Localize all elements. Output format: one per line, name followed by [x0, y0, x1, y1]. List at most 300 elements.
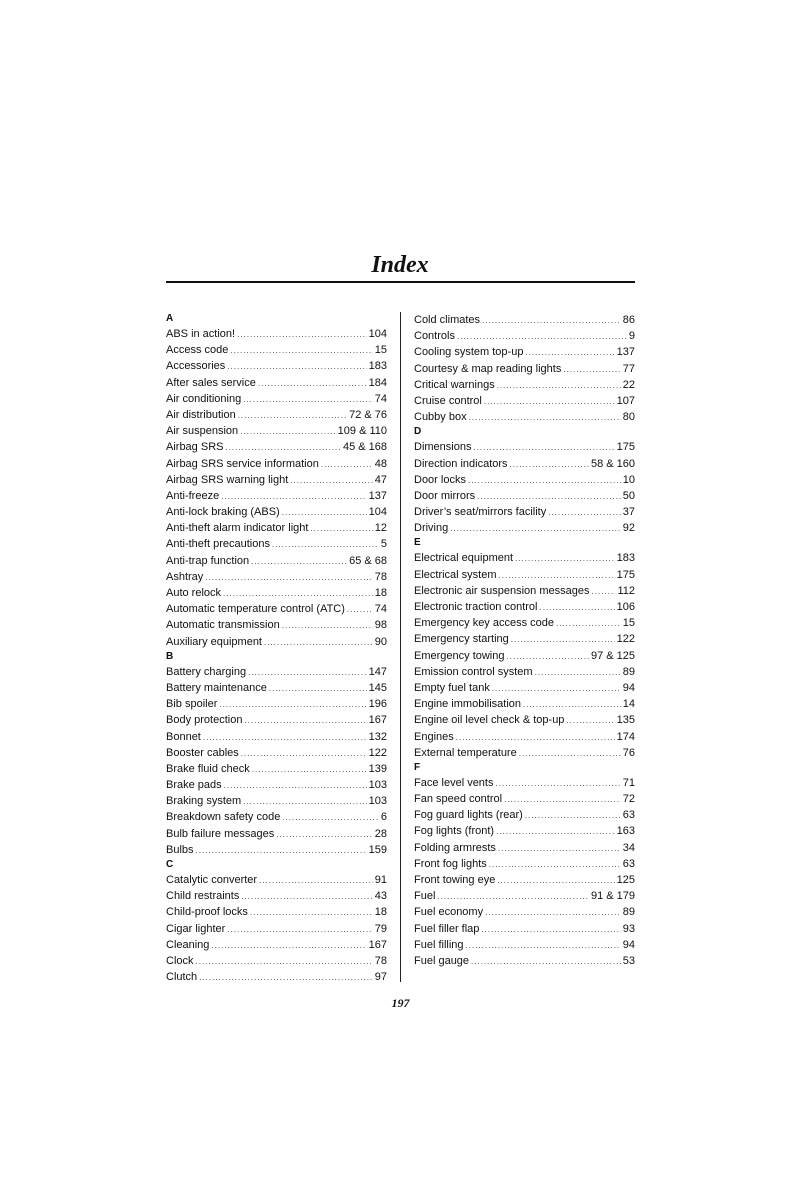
index-entry — [414, 664, 635, 680]
entry-page: 78 — [374, 570, 387, 583]
entry-label: Cold climates — [414, 314, 481, 326]
dot-leader — [196, 954, 373, 970]
dot-leader — [469, 410, 621, 426]
entry-label: Electrical system — [414, 568, 497, 581]
dot-leader — [485, 905, 621, 921]
dot-leader — [272, 537, 379, 553]
dot-leader — [473, 440, 614, 456]
entry-page: 167 — [368, 714, 387, 727]
index-entry — [414, 648, 635, 664]
entry-page: 94 — [622, 681, 635, 694]
entry-page: 72 — [622, 793, 635, 806]
index-entry — [166, 585, 387, 601]
entry-label: Automatic transmission — [166, 619, 280, 632]
index-entry — [166, 634, 387, 650]
dot-leader — [205, 570, 372, 586]
dot-leader — [468, 473, 621, 489]
entry-page: 50 — [622, 489, 635, 502]
index-entry — [414, 823, 635, 839]
entry-page: 104 — [368, 328, 387, 340]
dot-leader — [240, 424, 336, 440]
dot-leader — [241, 746, 367, 762]
entry-page: 175 — [616, 568, 635, 581]
entry-page: 63 — [622, 857, 635, 870]
entry-page: 72 & 76 — [349, 408, 387, 421]
entry-page: 97 & 125 — [590, 649, 635, 662]
entry-label: Driving — [414, 522, 449, 535]
index-entry — [414, 439, 635, 455]
entry-page: 86 — [622, 314, 635, 326]
dot-leader — [269, 681, 367, 697]
entry-label: Dimensions — [414, 441, 472, 454]
index-entry — [166, 793, 387, 809]
index-entry — [166, 696, 387, 712]
dot-leader — [243, 794, 366, 810]
entry-page: 6 — [380, 811, 387, 824]
entry-label: Fuel filler flap — [414, 922, 480, 935]
entry-page: 103 — [368, 795, 387, 808]
entry-label: Child-proof locks — [166, 906, 248, 919]
dot-leader — [510, 457, 589, 473]
entry-page: 43 — [374, 890, 387, 903]
index-entry — [166, 553, 387, 569]
dot-leader — [507, 649, 589, 665]
index-entry — [414, 856, 635, 872]
entry-label: Emergency starting — [414, 633, 509, 646]
dot-leader — [203, 730, 367, 746]
entry-label: Emergency towing — [414, 649, 505, 662]
entry-label: Engines — [414, 730, 454, 743]
entry-page: 89 — [622, 906, 635, 919]
dot-leader — [347, 602, 373, 618]
section-letter: F — [414, 761, 421, 773]
entry-label: Fog guard lights (rear) — [414, 809, 523, 822]
dot-leader — [497, 873, 614, 889]
entry-page: 174 — [616, 730, 635, 743]
entry-label: Clock — [166, 954, 194, 967]
entry-label: Critical warnings — [414, 378, 495, 391]
dot-leader — [591, 584, 615, 600]
entry-label: Braking system — [166, 795, 242, 808]
index-entry — [414, 472, 635, 488]
dot-leader — [237, 327, 367, 343]
entry-label: Fan speed control — [414, 793, 503, 806]
dot-leader — [511, 632, 615, 648]
index-entry — [414, 745, 635, 761]
dot-leader — [251, 554, 347, 570]
title-rule — [166, 281, 635, 283]
index-entry — [166, 358, 387, 374]
dot-leader — [497, 378, 621, 394]
index-entry — [414, 791, 635, 807]
index-entry — [166, 664, 387, 680]
entry-label: Electrical equipment — [414, 552, 514, 565]
entry-label: Clutch — [166, 971, 198, 984]
entry-page: 15 — [374, 344, 387, 357]
entry-label: Cleaning — [166, 938, 210, 951]
entry-page: 28 — [374, 827, 387, 840]
entry-label: Breakdown safety code — [166, 811, 281, 824]
entry-label: Airbag SRS warning light — [166, 473, 289, 486]
index-entry — [166, 745, 387, 761]
index-entry — [414, 312, 635, 328]
index-column-left — [166, 312, 387, 985]
index-entry — [414, 550, 635, 566]
index-entry — [166, 456, 387, 472]
entry-page: 135 — [616, 714, 635, 727]
entry-label: Cubby box — [414, 411, 467, 424]
dot-leader — [223, 586, 373, 602]
index-entry — [166, 777, 387, 793]
index-entry — [414, 631, 635, 647]
entry-page: 91 & 179 — [590, 890, 635, 903]
entry-page: 80 — [622, 411, 635, 424]
dot-leader — [310, 521, 372, 537]
dot-leader — [227, 922, 372, 938]
index-entry — [166, 407, 387, 423]
entry-page: 22 — [622, 378, 635, 391]
dot-leader — [437, 889, 589, 905]
entry-page: 37 — [622, 506, 635, 519]
entry-page: 78 — [374, 954, 387, 967]
entry-page: 10 — [622, 473, 635, 486]
dot-leader — [492, 681, 621, 697]
index-entry — [414, 953, 635, 969]
entry-page: 12 — [374, 522, 387, 535]
entry-label: Cooling system top-up — [414, 346, 524, 359]
index-entry — [414, 361, 635, 377]
section-letter: A — [166, 313, 174, 324]
index-entry — [166, 921, 387, 937]
index-entry — [166, 809, 387, 825]
entry-page: 137 — [368, 489, 387, 502]
entry-page: 74 — [374, 392, 387, 405]
index-entry — [166, 617, 387, 633]
entry-page: 74 — [374, 603, 387, 616]
index-entry — [414, 520, 635, 536]
index-entry — [414, 904, 635, 920]
dot-leader — [225, 440, 340, 456]
section-letter: C — [166, 859, 174, 870]
entry-label: Child restraints — [166, 890, 240, 903]
dot-leader — [519, 746, 621, 762]
entry-page: 90 — [374, 635, 387, 648]
entry-page: 137 — [616, 346, 635, 359]
entry-label: ABS in action! — [166, 328, 236, 340]
dot-leader — [457, 329, 627, 345]
dot-leader — [238, 408, 347, 424]
dot-leader — [264, 635, 373, 651]
entry-page: 183 — [368, 360, 387, 373]
entry-label: Front towing eye — [414, 874, 496, 886]
index-entry — [414, 712, 635, 728]
entry-label: Brake fluid check — [166, 762, 250, 775]
dot-leader — [250, 905, 373, 921]
entry-page: 18 — [374, 906, 387, 919]
index-entry — [166, 969, 387, 985]
entry-label: Cigar lighter — [166, 922, 226, 935]
entry-page: 89 — [622, 665, 635, 678]
dot-leader — [471, 954, 621, 970]
index-entry — [166, 488, 387, 504]
index-entry — [414, 729, 635, 745]
entry-label: Electronic air suspension messages — [414, 584, 590, 597]
section-letter: B — [166, 650, 174, 662]
index-entry — [166, 391, 387, 407]
entry-page: 175 — [616, 441, 635, 454]
index-entry — [166, 904, 387, 920]
entry-page: 93 — [622, 922, 635, 935]
index-entry — [166, 680, 387, 696]
entry-page: 103 — [368, 779, 387, 792]
dot-leader — [482, 313, 621, 329]
dot-leader — [282, 810, 379, 826]
entry-page: 159 — [368, 843, 387, 856]
dot-leader — [540, 600, 615, 616]
index-entry — [166, 761, 387, 777]
index-entry — [414, 680, 635, 696]
entry-page: 34 — [622, 841, 635, 854]
entry-label: Engine oil level check & top-up — [414, 714, 565, 727]
dot-leader — [248, 665, 367, 681]
index-entry — [414, 840, 635, 856]
dot-leader — [563, 362, 620, 378]
entry-label: Catalytic converter — [166, 874, 258, 886]
entry-page: 145 — [368, 681, 387, 694]
entry-page: 77 — [622, 362, 635, 375]
index-entry — [166, 729, 387, 745]
index-entry — [414, 456, 635, 472]
entry-label: Engine immobilisation — [414, 698, 521, 711]
index-entry — [166, 520, 387, 536]
index-entry — [166, 439, 387, 455]
dot-leader — [481, 922, 620, 938]
entry-page: 125 — [616, 874, 635, 886]
entry-page: 196 — [368, 698, 387, 711]
dot-leader — [523, 697, 621, 713]
entry-label: Bonnet — [166, 730, 201, 743]
index-entry — [166, 937, 387, 953]
entry-label: Anti-theft precautions — [166, 538, 270, 551]
index-entry — [414, 377, 635, 393]
entry-page: 76 — [622, 746, 635, 759]
entry-page: 132 — [368, 730, 387, 743]
entry-label: Folding armrests — [414, 841, 496, 854]
dot-leader — [199, 970, 373, 986]
entry-label: Anti-theft alarm indicator light — [166, 522, 309, 535]
entry-label: Front fog lights — [414, 857, 487, 870]
index-entry — [414, 567, 635, 583]
entry-label: Emergency key access code — [414, 617, 555, 630]
dot-leader — [290, 473, 372, 489]
dot-leader — [566, 713, 614, 729]
entry-label: Direction indicators — [414, 457, 508, 470]
entry-page: 53 — [622, 954, 635, 967]
entry-page: 163 — [616, 825, 635, 838]
entry-label: Air suspension — [166, 425, 239, 438]
index-entry — [414, 583, 635, 599]
dot-leader — [211, 938, 366, 954]
index-entry — [166, 712, 387, 728]
dot-leader — [227, 359, 366, 375]
entry-label: After sales service — [166, 376, 256, 389]
dot-leader — [282, 505, 367, 521]
entry-page: 167 — [368, 938, 387, 951]
index-entry — [166, 504, 387, 520]
index-entry — [414, 504, 635, 520]
entry-label: Face level vents — [414, 776, 494, 789]
entry-label: Door mirrors — [414, 489, 476, 502]
entry-label: Fuel filling — [414, 938, 464, 951]
dot-leader — [321, 457, 373, 473]
entry-page: 147 — [368, 665, 387, 678]
entry-label: Access code — [166, 344, 229, 357]
entry-label: Brake pads — [166, 779, 222, 792]
entry-page: 65 & 68 — [349, 554, 387, 567]
dot-leader — [450, 521, 621, 537]
entry-label: Fog lights (front) — [414, 825, 495, 838]
index-entry — [166, 569, 387, 585]
dot-leader — [276, 827, 373, 843]
index-entry — [166, 423, 387, 439]
entry-label: Cruise control — [414, 394, 482, 407]
dot-leader — [525, 345, 614, 361]
entry-label: Auto relock — [166, 587, 222, 599]
section-letter: D — [414, 426, 422, 438]
dot-leader — [535, 665, 621, 681]
index-entry — [414, 393, 635, 409]
index-entry — [166, 536, 387, 552]
entry-page: 139 — [368, 762, 387, 775]
dot-leader — [498, 841, 621, 857]
entry-label: Door locks — [414, 473, 466, 486]
dot-leader — [230, 343, 372, 359]
section-letter: E — [414, 537, 421, 549]
entry-page: 9 — [628, 330, 635, 343]
index-entry — [166, 842, 387, 858]
entry-label: Battery charging — [166, 665, 247, 678]
entry-label: Air distribution — [166, 408, 236, 421]
entry-page: 91 — [374, 874, 387, 886]
index-entry — [414, 615, 635, 631]
column-divider — [400, 312, 401, 982]
index-entry — [414, 696, 635, 712]
entry-page: 104 — [368, 506, 387, 519]
dot-leader — [556, 616, 621, 632]
entry-page: 106 — [616, 601, 635, 613]
index-entry — [166, 826, 387, 842]
entry-page: 79 — [374, 922, 387, 935]
entry-page: 98 — [374, 619, 387, 632]
entry-label: Anti-lock braking (ABS) — [166, 506, 280, 519]
index-column-right — [414, 312, 635, 969]
dot-leader — [466, 938, 621, 954]
entry-page: 183 — [616, 552, 635, 565]
page-title: Index — [371, 252, 429, 278]
dot-leader — [477, 489, 621, 505]
dot-leader — [489, 857, 621, 873]
entry-label: Air conditioning — [166, 392, 242, 405]
dot-leader — [241, 889, 372, 905]
entry-page: 45 & 168 — [342, 441, 387, 454]
entry-label: Empty fuel tank — [414, 681, 490, 694]
entry-label: Fuel — [414, 890, 436, 903]
index-entry — [166, 375, 387, 391]
entry-page: 58 & 160 — [590, 457, 635, 470]
index-entry — [166, 872, 387, 888]
entry-label: Airbag SRS service information — [166, 457, 319, 470]
dot-leader — [243, 392, 373, 408]
entry-page: 122 — [368, 746, 387, 759]
dot-leader — [259, 873, 373, 889]
entry-label: Body protection — [166, 714, 243, 727]
entry-page: 107 — [616, 394, 635, 407]
entry-page: 5 — [380, 538, 387, 551]
entry-label: Accessories — [166, 360, 226, 373]
entry-label: Fuel economy — [414, 906, 484, 919]
entry-label: Controls — [414, 330, 455, 343]
index-entry — [166, 472, 387, 488]
dot-leader — [282, 618, 373, 634]
index-entry — [166, 326, 387, 342]
entry-label: Anti-freeze — [166, 489, 220, 502]
index-entry — [414, 344, 635, 360]
dot-leader — [224, 778, 367, 794]
index-entry — [414, 807, 635, 823]
dot-leader — [525, 808, 621, 824]
dot-leader — [244, 713, 366, 729]
entry-page: 184 — [368, 376, 387, 389]
entry-label: Battery maintenance — [166, 681, 267, 694]
page-number: 197 — [391, 996, 410, 1010]
entry-label: Courtesy & map reading lights — [414, 362, 562, 375]
entry-label: Airbag SRS — [166, 441, 224, 454]
dot-leader — [484, 394, 615, 410]
index-entry — [414, 599, 635, 615]
entry-page: 47 — [374, 473, 387, 486]
index-entry — [414, 488, 635, 504]
index-entry — [414, 872, 635, 888]
entry-label: Fuel gauge — [414, 954, 470, 967]
dot-leader — [499, 568, 615, 584]
dot-leader — [456, 730, 615, 746]
entry-page: 71 — [622, 776, 635, 789]
entry-label: Bib spoiler — [166, 698, 218, 711]
index-entry — [166, 953, 387, 969]
dot-leader — [496, 824, 615, 840]
dot-leader — [504, 792, 621, 808]
dot-leader — [548, 505, 621, 521]
entry-page: 48 — [374, 457, 387, 470]
entry-page: 18 — [374, 587, 387, 599]
dot-leader — [495, 776, 620, 792]
entry-label: Bulb failure messages — [166, 827, 275, 840]
entry-label: Anti-trap function — [166, 554, 250, 567]
entry-label: Emission control system — [414, 665, 533, 678]
entry-page: 14 — [622, 698, 635, 711]
dot-leader — [252, 762, 367, 778]
dot-leader — [258, 376, 367, 392]
entry-label: External temperature — [414, 746, 517, 759]
index-entry — [166, 601, 387, 617]
entry-label: Driver’s seat/mirrors facility — [414, 506, 547, 519]
dot-leader — [515, 551, 615, 567]
index-entry — [414, 888, 635, 904]
index-entry — [414, 921, 635, 937]
entry-page: 63 — [622, 809, 635, 822]
entry-page: 109 & 110 — [337, 425, 387, 438]
dot-leader — [196, 843, 367, 859]
